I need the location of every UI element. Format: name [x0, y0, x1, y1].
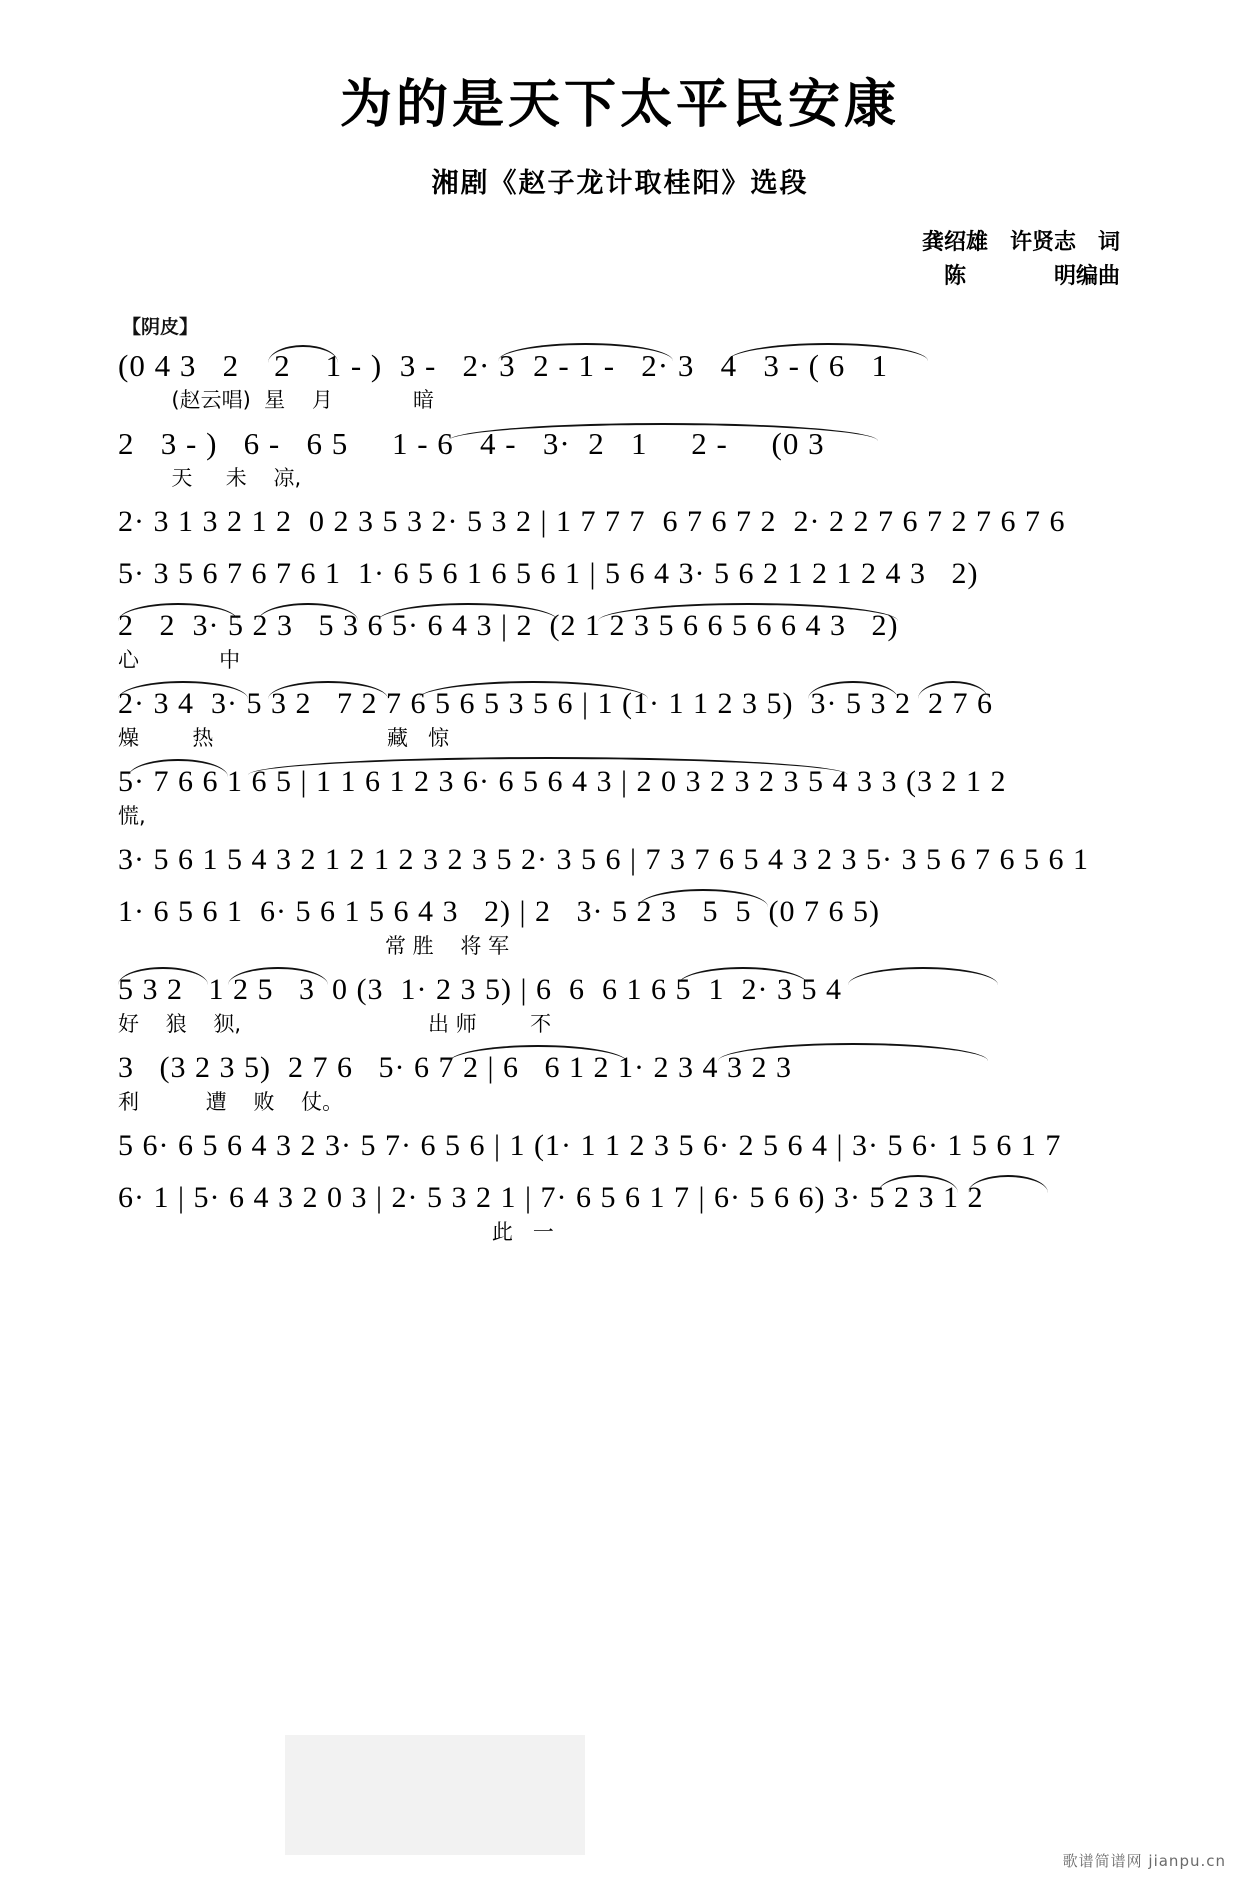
mode-marking: 【阴皮】	[122, 316, 199, 338]
music-system	[118, 551, 1130, 597]
credits	[0, 226, 1240, 294]
lyric-row: 利 遭 败 仗。	[118, 1090, 344, 1114]
music-system	[118, 1175, 1130, 1247]
note-row: 2 3 - ) 6 - 6 5 1 - 6 4 - 3· 2 1 2 - (0 3	[118, 426, 825, 461]
note-row: 2· 3 4 3· 5 3 2 7 2 7 6 5 6 5 3 5 6 | 1 (1· 1 1 2 3 5) 3· 5 3 2 2 7 6	[118, 687, 993, 720]
lyric-row: 慌,	[118, 804, 146, 828]
note-row: 2· 3 1 3 2 1 2 0 2 3 5 3 2· 5 3 2 | 1 7 7 7 6 7 6 7 2 2· 2 2 7 6 7 2 7 6 7 6	[118, 505, 1066, 538]
note-row: 3· 5 6 1 5 4 3 2 1 2 1 2 3 2 3 5 2· 3 5 6 | 7 3 7 6 5 4 3 2 3 5· 3 5 6 7 6 5 6 1	[118, 843, 1089, 876]
note-row: 1· 6 5 6 1 6· 5 6 1 5 6 4 3 2) | 2 3· 5 2 3 5 5 (0 7 6 5)	[118, 895, 880, 928]
note-row: 6· 1 | 5· 6 4 3 2 0 3 | 2· 5 3 2 1 | 7· 6 5 6 1 7 | 6· 5 6 6) 3· 5 2 3 1 2	[118, 1181, 984, 1214]
credit-composer: 陈 明编曲	[943, 264, 1120, 289]
watermark-block	[285, 1735, 585, 1855]
site-watermark: 歌谱简谱网 jianpu.cn	[1062, 1852, 1226, 1870]
note-row: 5 6· 6 5 6 4 3 2 3· 5 7· 6 5 6 | 1 (1· 1 1 2 3 5 6· 2 5 6 4 | 3· 5 6· 1 5 6 1 7	[118, 1129, 1062, 1162]
music-system	[118, 967, 1130, 1039]
music-system	[118, 681, 1130, 753]
music-system	[118, 889, 1130, 961]
page-subtitle: 湘剧《赵子龙计取桂阳》选段	[431, 168, 809, 199]
sheet-music-page	[0, 62, 1240, 1881]
lyric-row: 天 未 凉,	[118, 466, 302, 490]
music-system	[118, 499, 1130, 545]
music-system	[118, 759, 1130, 831]
music-system	[118, 1045, 1130, 1117]
music-systems	[0, 343, 1240, 1247]
note-row: 5· 3 5 6 7 6 7 6 1 1· 6 5 6 1 6 5 6 1 | 5 6 4 3· 5 6 2 1 2 1 2 4 3 2)	[118, 557, 979, 590]
credit-lyricists: 龚绍雄 许贤志 词	[921, 230, 1120, 255]
note-row: 3 (3 2 3 5) 2 7 6 5· 6 7 2 | 6 6 1 2 1· 2 3 4 3 2 3	[118, 1051, 792, 1084]
music-system	[118, 421, 1130, 493]
music-system	[118, 603, 1130, 675]
lyric-row: 燥 热 藏 惊	[118, 726, 449, 750]
lyric-row: (赵云唱) 星 月 暗	[118, 388, 434, 412]
page-title: 为的是天下太平民安康	[339, 75, 900, 135]
note-row: 5· 7 6 6 1 6 5 | 1 1 6 1 2 3 6· 6 5 6 4 3 | 2 0 3 2 3 2 3 5 4 3 3 (3 2 1 2	[118, 765, 1007, 798]
music-system	[118, 343, 1130, 415]
note-row: 5 3 2 1 2 5 3 0 (3 1· 2 3 5) | 6 6 6 1 6 5 1 2· 3 5 4	[118, 973, 842, 1006]
music-system	[118, 837, 1130, 883]
music-system	[118, 1123, 1130, 1169]
lyric-row: 好 狼 狈, 出 师 不	[118, 1012, 552, 1036]
lyric-row: 此 一	[118, 1220, 554, 1244]
lyric-row: 常 胜 将 军	[118, 934, 510, 958]
note-row: (0 4 3 2 2 1 - ) 3 - 2· 3 2 - 1 - 2· 3 4 3 - ( 6 1	[118, 348, 888, 383]
lyric-row: 心 中	[118, 648, 241, 672]
note-row: 2 2 3· 5 2 3 5 3 6 5· 6 4 3 | 2 (2 1 2 3 5 6 6 5 6 6 4 3 2)	[118, 609, 899, 642]
